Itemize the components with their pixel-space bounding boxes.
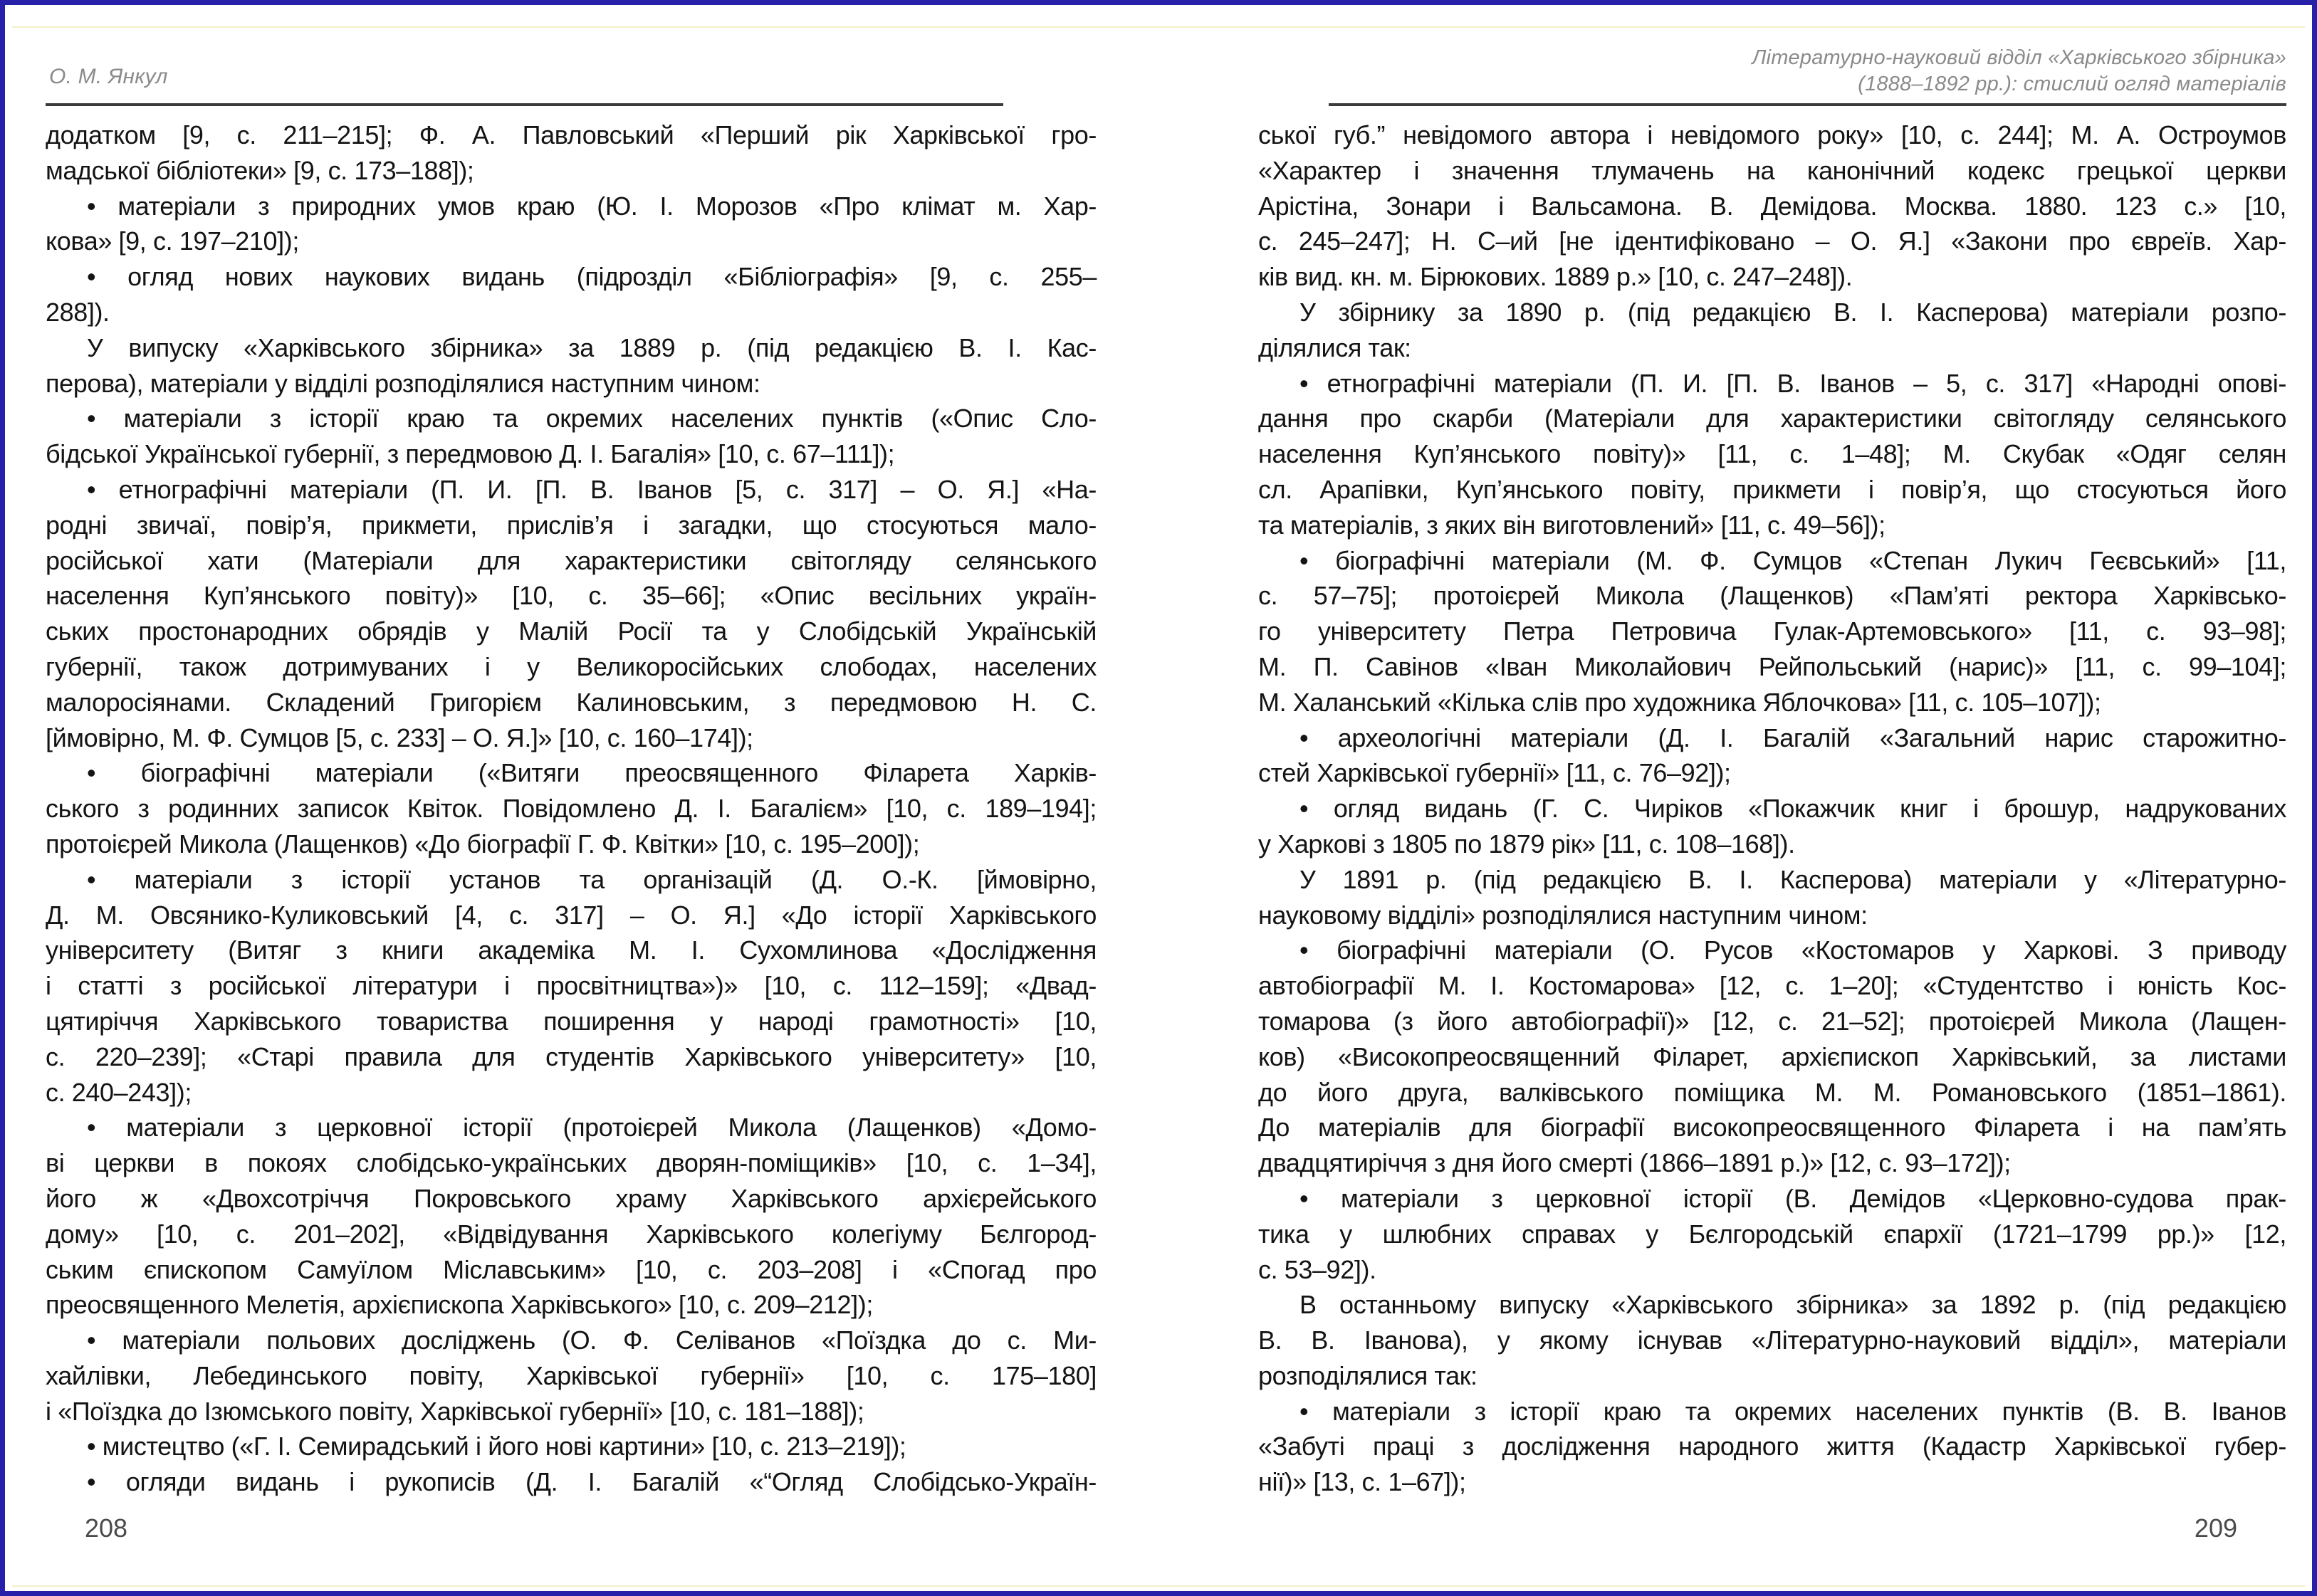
text-line: «Характер і значення тлумачень на канонічний кодекс грецької церкви: [1258, 155, 2286, 185]
text-line: • матеріали польових досліджень (О. Ф. Селіванов «Поїздка до с. Ми-: [87, 1325, 1097, 1355]
text-line: • біографічні матеріали (О. Русов «Костомаров у Харкові. З приводу: [1299, 935, 2286, 965]
text-line: населення Куп’янського повіту)» [10, с. 35–66]; «Опис весільних україн-: [46, 581, 1097, 611]
text-line: М. Халанський «Кілька слів про художника Яблочкова» [11, с. 105–107]);: [1258, 687, 2101, 717]
text-line: • матеріали з історії краю та окремих населених пунктів (В. В. Іванов: [1299, 1396, 2286, 1426]
text-line: преосвященного Мелетія, архієпископа Харківського» [10, с. 209–212]);: [46, 1290, 873, 1320]
text-line: бідської Української губернії, з передмовою Д. І. Багалія» [10, с. 67–111]);: [46, 439, 895, 469]
text-line: с. 245–247]; Н. С–ий [не ідентифіковано – О. Я.] «Закони про євреїв. Хар-: [1258, 226, 2286, 256]
text-line: мадської бібліотеки» [9, с. 173–188]);: [46, 155, 474, 185]
text-line: стей Харківської губернії» [11, с. 76–92]);: [1258, 758, 1731, 788]
text-line: ві церкви в покоях слобідсько-українських дворян-поміщиків» [10, с. 1–34],: [46, 1148, 1097, 1178]
text-line: науковому відділі» розподілялися наступним чином:: [1258, 900, 1868, 930]
right-header-rule: [1329, 103, 2286, 106]
text-line: ських простонародних обрядів у Малій Росії та у Слобідській Українській: [46, 616, 1097, 646]
text-line: дання про скарби (Матеріали для характеристики світогляду селянського: [1258, 404, 2286, 434]
text-line: до його друга, валківського поміщика М. М. Романовського (1851–1861).: [1258, 1077, 2286, 1107]
text-line: автобіографії М. І. Костомарова» [12, с. 1–20]; «Студентство і юність Кос-: [1258, 971, 2286, 1001]
text-line: го університету Петра Петровича Гулак-Артемовського» [11, с. 93–98];: [1258, 616, 2286, 646]
text-line: Арістіна, Зонари і Вальсамона. В. Демідова. Москва. 1880. 123 с.» [10,: [1258, 191, 2286, 221]
text-line: • матеріали з історії установ та організацій (Д. О.-К. [ймовірно,: [87, 864, 1097, 894]
text-line: родні звичаї, повір’я, прикмети, прислів’я і загадки, що стосуються мало-: [46, 510, 1097, 540]
text-line: В. В. Іванова), у якому існував «Літературно-науковий відділ», матеріали: [1258, 1325, 2286, 1355]
text-line: М. П. Савінов «Іван Миколайович Рейпольський (нарис)» [11, с. 99–104];: [1258, 651, 2286, 681]
text-line: ським єпископом Самуїлом Міславським» [10, с. 203–208] і «Спогад про: [46, 1254, 1097, 1284]
text-line: • матеріали з церковної історії (В. Демідов «Церковно-судова прак-: [1299, 1183, 2286, 1213]
left-running-head: О. М. Янкул: [49, 65, 168, 88]
text-line: і статті з російської літератури і просвітництва»)» [10, с. 112–159]; «Двад-: [46, 971, 1097, 1001]
scan-edge-line-bottom: [12, 1585, 2305, 1587]
text-line: с. 57–75]; протоієрей Микола (Лащенков) «Пам’яті ректора Харківсько-: [1258, 581, 2286, 611]
text-line: с. 53–92]).: [1258, 1254, 1376, 1284]
right-running-head-line1: Літературно-науковий відділ «Харківського збірника»: [1752, 46, 2286, 69]
text-line: додатком [9, с. 211–215]; Ф. А. Павловський «Перший рік Харківської гро-: [46, 120, 1097, 149]
text-line: До матеріалів для біографії високопреосвященного Філарета і на пам’ять: [1258, 1113, 2286, 1143]
text-line: У випуску «Харківського збірника» за 1889 р. (під редакцією В. І. Кас-: [87, 332, 1097, 362]
text-line: • огляди видань і рукописів (Д. І. Багалій «“Огляд Слобідсько-Україн-: [87, 1467, 1097, 1497]
text-line: російської хати (Матеріали для характеристики світогляду селянського: [46, 545, 1097, 575]
text-line: ков) «Високопреосвященний Філарет, архієпископ Харківський, за листами: [1258, 1041, 2286, 1071]
text-line: В останньому випуску «Харківського збірника» за 1892 р. (під редакцією: [1299, 1290, 2286, 1320]
text-line: хайлівки, Лебединського повіту, Харківської губернії» [10, с. 175–180]: [46, 1360, 1097, 1390]
text-line: розподілялися так:: [1258, 1360, 1477, 1390]
left-text-column: [46, 117, 1097, 1500]
text-line: цятиріччя Харківського товариства поширення у народі грамотності» [10,: [46, 1006, 1097, 1036]
scan-edge-line-top: [12, 26, 2305, 28]
left-header-rule: [46, 103, 1003, 106]
text-line: ділялися так:: [1258, 332, 1411, 362]
text-line: тика у шлюбних справах у Бєлгородській єпархії (1721–1799 рр.)» [12,: [1258, 1219, 2286, 1249]
right-running-head: [1258, 45, 2286, 98]
text-line: його ж «Двохсотріччя Покровського храму Харківського архієрейського: [46, 1183, 1097, 1213]
text-line: с. 240–243]);: [46, 1077, 192, 1107]
text-line: томарова (з його автобіографії)» [12, с. 21–52]; протоієрей Микола (Лащен-: [1258, 1006, 2286, 1036]
left-page-number: 208: [85, 1513, 128, 1543]
text-line: У збірнику за 1890 р. (під редакцією В. І. Касперова) матеріали розпо-: [1299, 297, 2286, 327]
text-line: • матеріали з природних умов краю (Ю. І. Морозов «Про клімат м. Хар-: [87, 191, 1097, 221]
text-line: у Харкові з 1805 по 1879 рік» [11, с. 108–168]).: [1258, 829, 1795, 859]
text-line: перова), матеріали у відділі розподілялися наступним чином:: [46, 368, 760, 398]
text-line: нії)» [13, с. 1–67]);: [1258, 1467, 1466, 1497]
text-line: 288]).: [46, 297, 110, 327]
text-line: губернії, також дотримуваних і у Великоросійських слободах, населених: [46, 651, 1097, 681]
text-line: • археологічні матеріали (Д. І. Багалій «Загальний нарис старожитно-: [1299, 723, 2286, 752]
text-line: дому» [10, с. 201–202], «Відвідування Харківського колегіуму Бєлгород-: [46, 1219, 1097, 1249]
text-line: • огляд видань (Г. С. Чиріков «Покажчик книг і брошур, надрукованих: [1299, 794, 2286, 824]
text-line: протоієрей Микола (Лащенков) «До біографії Г. Ф. Квітки» [10, с. 195–200]);: [46, 829, 920, 859]
text-line: «Забуті праці з дослідження народного життя (Кадастр Харківської губер-: [1258, 1432, 2286, 1461]
text-line: У 1891 р. (під редакцією В. І. Касперова) матеріали у «Літературно-: [1299, 864, 2286, 894]
text-line: • огляд нових наукових видань (підрозділ «Бібліографія» [9, с. 255–: [87, 262, 1097, 292]
text-line: • матеріали з історії краю та окремих населених пунктів («Опис Сло-: [87, 404, 1097, 434]
text-line: • етнографічні матеріали (П. И. [П. В. Іванов – 5, с. 317] «Народні опові-: [1299, 368, 2286, 398]
right-running-head-line2: (1888–1892 рр.): стислий огляд матеріалів: [1858, 73, 2286, 95]
text-line: с. 220–239]; «Старі правила для студентів Харківського університету» [10,: [46, 1041, 1097, 1071]
text-line: ської губ.” невідомого автора і невідомого року» [10, с. 244]; М. А. Остроумов: [1258, 120, 2286, 149]
right-page-number: 209: [2194, 1513, 2237, 1543]
text-line: • біографічні матеріали (М. Ф. Сумцов «Степан Лукич Геєвський» [11,: [1299, 545, 2286, 575]
text-line: ків вид. кн. м. Бірюкових. 1889 р.» [10, с. 247–248]).: [1258, 262, 1853, 292]
text-line: [ймовірно, М. Ф. Сумцов [5, с. 233] – О. Я.]» [10, с. 160–174]);: [46, 723, 753, 752]
text-line: Д. М. Овсянико-Куликовський [4, с. 317] – О. Я.] «До історії Харківського: [46, 900, 1097, 930]
text-line: двадцятиріччя з дня його смерті (1866–1891 р.)» [12, с. 93–172]);: [1258, 1148, 2011, 1178]
text-line: університету (Витяг з книги академіка М. І. Сухомлинова «Дослідження: [46, 935, 1097, 965]
text-line: населення Куп’янського повіту)» [11, с. 1–48]; М. Скубак «Одяг селян: [1258, 439, 2286, 469]
right-text-column: [1258, 117, 2286, 1500]
text-line: • матеріали з церковної історії (протоієрей Микола (Лащенков) «Домо-: [87, 1113, 1097, 1143]
text-line: і «Поїздка до Ізюмського повіту, Харківської губернії» [10, с. 181–188]);: [46, 1396, 864, 1426]
text-line: сл. Арапівки, Куп’янського повіту, прикмети і повір’я, що стосуються його: [1258, 474, 2286, 504]
text-line: ського з родинних записок Квіток. Повідомлено Д. І. Багалієм» [10, с. 189–194];: [46, 794, 1097, 824]
text-line: • етнографічні матеріали (П. И. [П. В. Іванов [5, с. 317] – О. Я.] «На-: [87, 474, 1097, 504]
text-line: кова» [9, с. 197–210]);: [46, 226, 299, 256]
text-line: малоросіянами. Складений Григорієм Калиновським, з передмовою Н. С.: [46, 687, 1097, 717]
text-line: та матеріалів, з яких він виготовлений» [11, с. 49–56]);: [1258, 510, 1885, 540]
text-line: • біографічні матеріали («Витяги преосвященного Філарета Харків-: [87, 758, 1097, 788]
text-line: • мистецтво («Г. І. Семирадський і його нові картини» [10, с. 213–219]);: [87, 1432, 906, 1461]
